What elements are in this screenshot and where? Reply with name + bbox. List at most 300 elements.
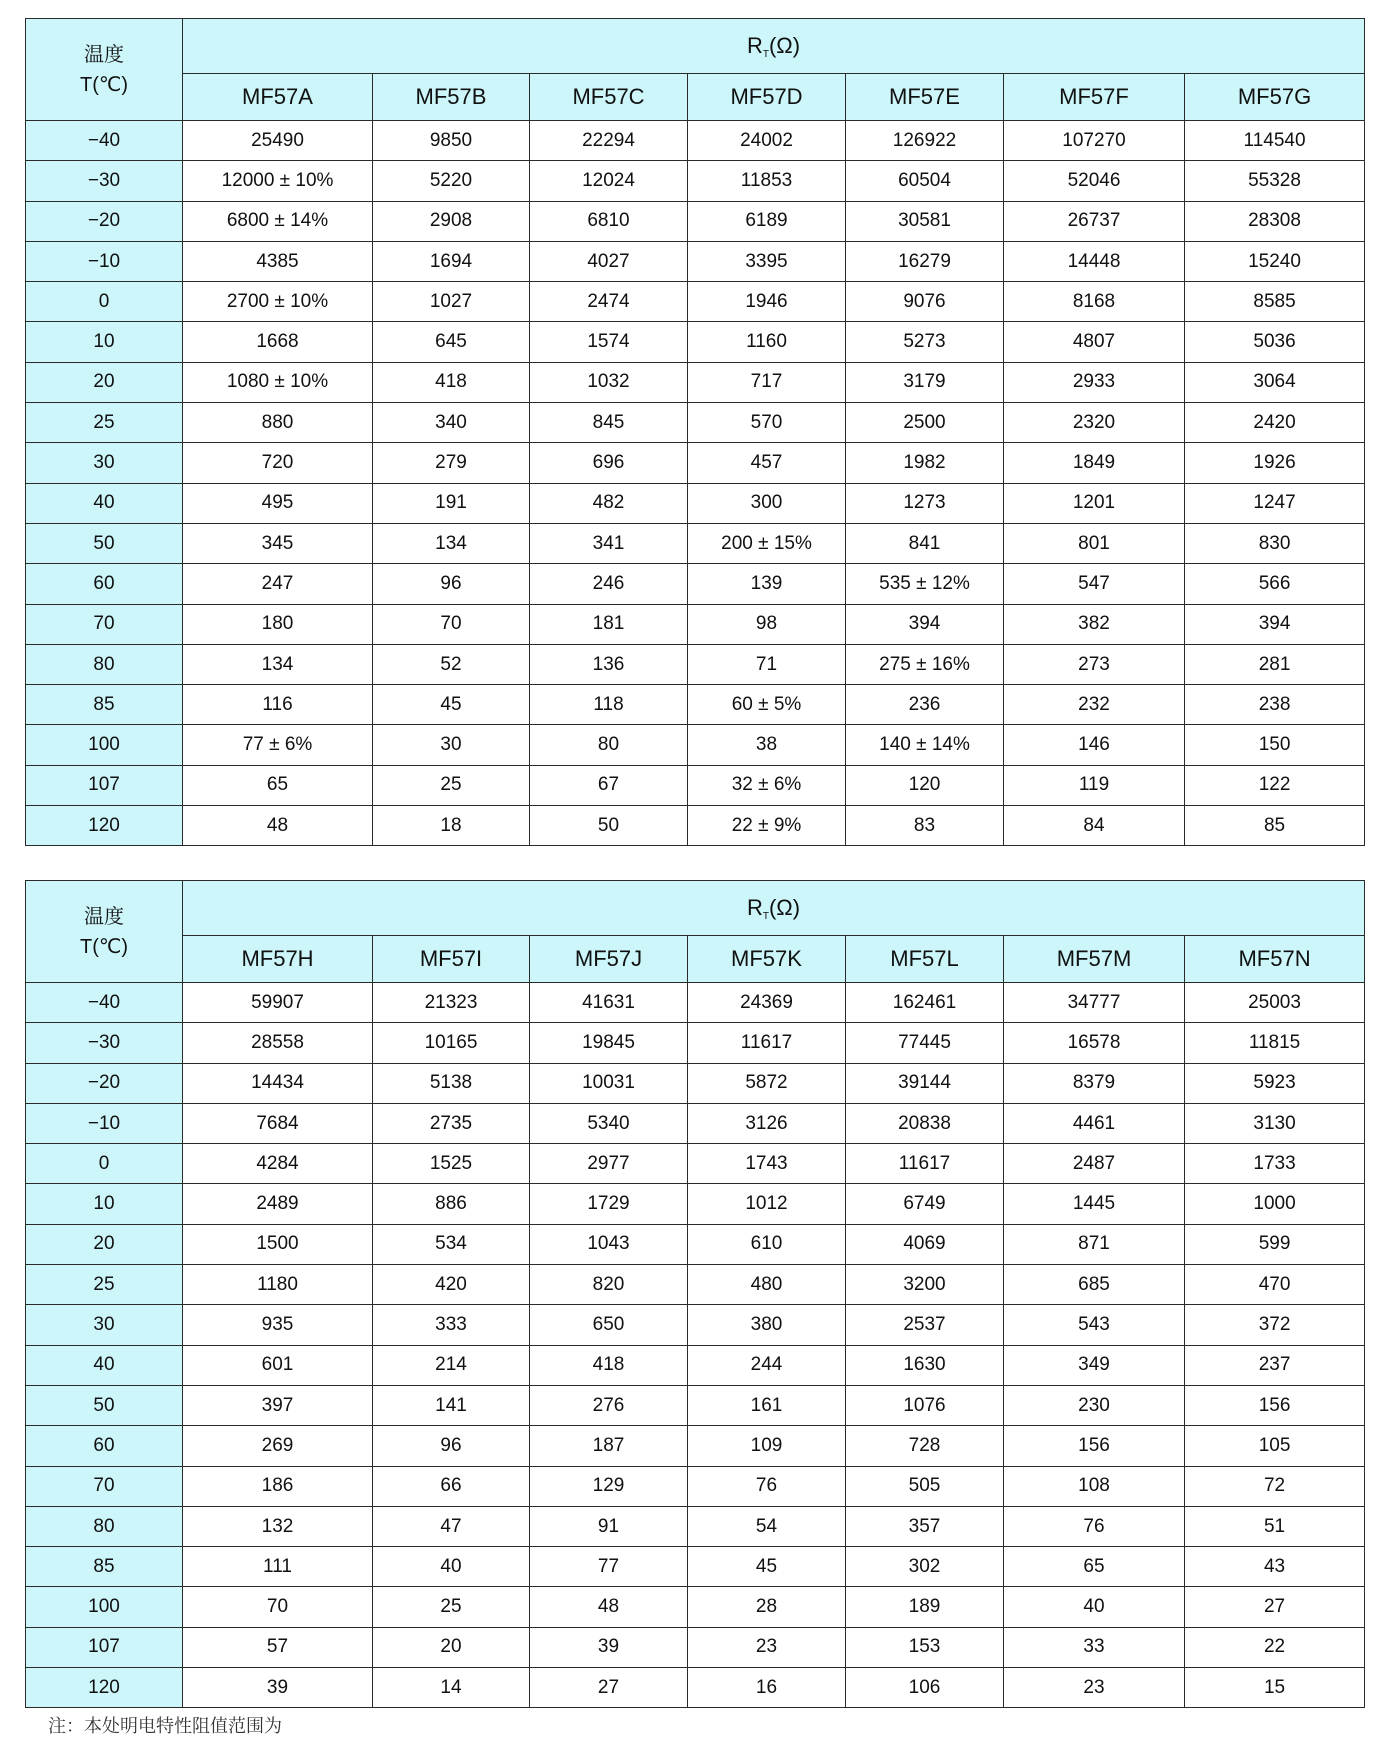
resistance-cell: 4461 (1004, 1103, 1185, 1143)
resistance-cell: 2700 ± 10% (183, 282, 373, 322)
resistance-cell: 59907 (183, 983, 373, 1023)
table-row (26, 1224, 1365, 1264)
resistance-cell: 180 (183, 604, 373, 644)
resistance-cell: 397 (183, 1385, 373, 1425)
temperature-cell: −10 (26, 1103, 183, 1143)
resistance-cell: 146 (1004, 725, 1185, 765)
resistance-cell: 1926 (1185, 443, 1365, 483)
resistance-cell: 1946 (688, 282, 846, 322)
resistance-cell: 45 (373, 685, 530, 725)
resistance-cell: 1630 (846, 1345, 1004, 1385)
temperature-cell: 0 (26, 282, 183, 322)
temperature-cell: 30 (26, 1305, 183, 1345)
rt-subscript: T (762, 48, 769, 60)
resistance-cell: 107270 (1004, 121, 1185, 161)
resistance-cell: 83 (846, 806, 1004, 846)
resistance-cell: 247 (183, 564, 373, 604)
resistance-cell: 237 (1185, 1345, 1365, 1385)
resistance-cell: 2489 (183, 1184, 373, 1224)
table-row (26, 241, 1365, 281)
resistance-cell: 357 (846, 1506, 1004, 1546)
resistance-cell: 33 (1004, 1627, 1185, 1667)
temperature-cell: 120 (26, 806, 183, 846)
table-row (26, 1144, 1365, 1184)
resistance-cell: 1012 (688, 1184, 846, 1224)
resistance-cell: 6800 ± 14% (183, 201, 373, 241)
resistance-cell: 6749 (846, 1184, 1004, 1224)
resistance-cell: 132 (183, 1506, 373, 1546)
resistance-cell: 1525 (373, 1144, 530, 1184)
temperature-header (26, 19, 183, 121)
resistance-cell: 114540 (1185, 121, 1365, 161)
resistance-cell: 26737 (1004, 201, 1185, 241)
resistance-cell: 3126 (688, 1103, 846, 1143)
resistance-cell: 11617 (846, 1144, 1004, 1184)
resistance-cell: 232 (1004, 685, 1185, 725)
resistance-cell: 134 (373, 523, 530, 563)
resistance-cell: 345 (183, 523, 373, 563)
table-row (26, 604, 1365, 644)
resistance-cell: 54 (688, 1506, 846, 1546)
resistance-cell: 1743 (688, 1144, 846, 1184)
model-header: MF57L (846, 936, 1004, 983)
resistance-cell: 139 (688, 564, 846, 604)
resistance-cell: 2735 (373, 1103, 530, 1143)
resistance-cell: 8379 (1004, 1063, 1185, 1103)
resistance-cell: 340 (373, 403, 530, 443)
model-header: MF57J (530, 936, 688, 983)
resistance-cell: 129 (530, 1466, 688, 1506)
resistance-cell: 1160 (688, 322, 846, 362)
resistance-cell: 10165 (373, 1023, 530, 1063)
resistance-cell: 76 (688, 1466, 846, 1506)
resistance-cell: 275 ± 16% (846, 644, 1004, 684)
resistance-cell: 122 (1185, 765, 1365, 805)
resistance-cell: 820 (530, 1265, 688, 1305)
table-row (26, 685, 1365, 725)
resistance-cell: 181 (530, 604, 688, 644)
resistance-cell: 1273 (846, 483, 1004, 523)
table-row (26, 644, 1365, 684)
resistance-cell: 134 (183, 644, 373, 684)
table-row (26, 443, 1365, 483)
resistance-cell: 161 (688, 1385, 846, 1425)
resistance-cell: 3130 (1185, 1103, 1365, 1143)
resistance-cell: 841 (846, 523, 1004, 563)
resistance-cell: 2537 (846, 1305, 1004, 1345)
table-row (26, 765, 1365, 805)
resistance-cell: 20 (373, 1627, 530, 1667)
table-row (26, 1385, 1365, 1425)
resistance-cell: 118 (530, 685, 688, 725)
resistance-cell: 8585 (1185, 282, 1365, 322)
temperature-header (26, 881, 183, 983)
resistance-cell: 1032 (530, 362, 688, 402)
table-row (26, 362, 1365, 402)
resistance-cell: 10031 (530, 1063, 688, 1103)
temperature-cell: 107 (26, 765, 183, 805)
temperature-cell: 25 (26, 403, 183, 443)
model-header: MF57B (373, 74, 530, 121)
temperature-cell: 50 (26, 1385, 183, 1425)
resistance-cell: 1201 (1004, 483, 1185, 523)
resistance-cell: 1982 (846, 443, 1004, 483)
resistance-cell: 2474 (530, 282, 688, 322)
resistance-cell: 16578 (1004, 1023, 1185, 1063)
table-row (26, 1506, 1365, 1546)
resistance-cell: 51 (1185, 1506, 1365, 1546)
temperature-cell: 20 (26, 362, 183, 402)
resistance-cell: 85 (1185, 806, 1365, 846)
resistance-cell: 801 (1004, 523, 1185, 563)
resistance-cell: 1694 (373, 241, 530, 281)
resistance-cell: 5138 (373, 1063, 530, 1103)
resistance-cell: 70 (183, 1587, 373, 1627)
resistance-cell: 5872 (688, 1063, 846, 1103)
table-row (26, 1547, 1365, 1587)
temperature-cell: 120 (26, 1668, 183, 1708)
table-row (26, 282, 1365, 322)
resistance-cell: 1247 (1185, 483, 1365, 523)
resistance-cell: 18 (373, 806, 530, 846)
resistance-cell: 2320 (1004, 403, 1185, 443)
resistance-cell: 119 (1004, 765, 1185, 805)
table-row (26, 1627, 1365, 1667)
resistance-cell: 48 (183, 806, 373, 846)
resistance-cell: 25 (373, 765, 530, 805)
table-row (26, 403, 1365, 443)
temperature-cell: 50 (26, 523, 183, 563)
resistance-cell: 5923 (1185, 1063, 1365, 1103)
resistance-cell: 1668 (183, 322, 373, 362)
rt-subscript: T (762, 910, 769, 922)
resistance-cell: 1500 (183, 1224, 373, 1264)
resistance-cell: 15 (1185, 1668, 1365, 1708)
resistance-cell: 273 (1004, 644, 1185, 684)
table-row (26, 523, 1365, 563)
resistance-cell: 25490 (183, 121, 373, 161)
resistance-cell: 19845 (530, 1023, 688, 1063)
resistance-cell: 418 (530, 1345, 688, 1385)
resistance-cell: 116 (183, 685, 373, 725)
table-row (26, 1103, 1365, 1143)
temperature-label: 温度 (84, 905, 124, 928)
resistance-table-1 (25, 18, 1365, 846)
resistance-cell: 269 (183, 1426, 373, 1466)
resistance-header (183, 19, 1365, 74)
temperature-cell: 10 (26, 1184, 183, 1224)
temperature-cell: 70 (26, 1466, 183, 1506)
resistance-cell: 126922 (846, 121, 1004, 161)
resistance-cell: 300 (688, 483, 846, 523)
resistance-cell: 349 (1004, 1345, 1185, 1385)
resistance-cell: 66 (373, 1466, 530, 1506)
resistance-cell: 106 (846, 1668, 1004, 1708)
resistance-cell: 27 (1185, 1587, 1365, 1627)
resistance-cell: 47 (373, 1506, 530, 1546)
resistance-cell: 191 (373, 483, 530, 523)
resistance-cell: 5036 (1185, 322, 1365, 362)
resistance-cell: 12024 (530, 161, 688, 201)
resistance-cell: 645 (373, 322, 530, 362)
resistance-cell: 65 (183, 765, 373, 805)
resistance-cell: 98 (688, 604, 846, 644)
resistance-cell: 1733 (1185, 1144, 1365, 1184)
resistance-cell: 77 ± 6% (183, 725, 373, 765)
resistance-cell: 3179 (846, 362, 1004, 402)
resistance-cell: 495 (183, 483, 373, 523)
resistance-cell: 23 (688, 1627, 846, 1667)
resistance-cell: 156 (1004, 1426, 1185, 1466)
table-row (26, 1345, 1365, 1385)
resistance-cell: 5220 (373, 161, 530, 201)
resistance-cell: 72 (1185, 1466, 1365, 1506)
resistance-cell: 50 (530, 806, 688, 846)
resistance-cell: 22294 (530, 121, 688, 161)
rt-symbol: R (746, 32, 763, 58)
resistance-cell: 599 (1185, 1224, 1365, 1264)
model-header: MF57I (373, 936, 530, 983)
resistance-cell: 333 (373, 1305, 530, 1345)
temperature-cell: 80 (26, 644, 183, 684)
resistance-cell: 279 (373, 443, 530, 483)
resistance-cell: 845 (530, 403, 688, 443)
resistance-cell: 11815 (1185, 1023, 1365, 1063)
resistance-cell: 1574 (530, 322, 688, 362)
resistance-cell: 200 ± 15% (688, 523, 846, 563)
resistance-cell: 45 (688, 1547, 846, 1587)
resistance-cell: 105 (1185, 1426, 1365, 1466)
resistance-header (183, 881, 1365, 936)
table-row (26, 121, 1365, 161)
resistance-cell: 276 (530, 1385, 688, 1425)
temperature-cell: 60 (26, 564, 183, 604)
resistance-cell: 1043 (530, 1224, 688, 1264)
resistance-cell: 1849 (1004, 443, 1185, 483)
resistance-cell: 935 (183, 1305, 373, 1345)
table-row (26, 983, 1365, 1023)
temperature-label: 温度 (84, 43, 124, 66)
temperature-cell: 80 (26, 1506, 183, 1546)
temperature-cell: −30 (26, 161, 183, 201)
table-row (26, 1184, 1365, 1224)
resistance-cell: 39 (530, 1627, 688, 1667)
resistance-cell: 4807 (1004, 322, 1185, 362)
resistance-cell: 3200 (846, 1265, 1004, 1305)
resistance-cell: 1076 (846, 1385, 1004, 1425)
resistance-cell: 886 (373, 1184, 530, 1224)
table-row (26, 483, 1365, 523)
model-header: MF57H (183, 936, 373, 983)
model-header: MF57A (183, 74, 373, 121)
resistance-cell: 41631 (530, 983, 688, 1023)
model-header: MF57C (530, 74, 688, 121)
temperature-cell: 40 (26, 1345, 183, 1385)
resistance-cell: 4284 (183, 1144, 373, 1184)
temperature-cell: 107 (26, 1627, 183, 1667)
resistance-cell: 140 ± 14% (846, 725, 1004, 765)
resistance-cell: 67 (530, 765, 688, 805)
resistance-cell: 610 (688, 1224, 846, 1264)
resistance-cell: 382 (1004, 604, 1185, 644)
resistance-cell: 40 (373, 1547, 530, 1587)
resistance-cell: 30581 (846, 201, 1004, 241)
temperature-cell: 85 (26, 1547, 183, 1587)
model-header: MF57M (1004, 936, 1185, 983)
footnote: 注：本处明电特性阻值范围为 (48, 1716, 282, 1737)
resistance-cell: 2487 (1004, 1144, 1185, 1184)
resistance-cell: 1180 (183, 1265, 373, 1305)
resistance-cell: 22 ± 9% (688, 806, 846, 846)
table-row (26, 725, 1365, 765)
resistance-cell: 52046 (1004, 161, 1185, 201)
temperature-cell: 10 (26, 322, 183, 362)
temperature-cell: 100 (26, 725, 183, 765)
resistance-cell: 830 (1185, 523, 1365, 563)
rt-unit: (Ω) (768, 32, 801, 58)
resistance-cell: 20838 (846, 1103, 1004, 1143)
resistance-cell: 111 (183, 1547, 373, 1587)
resistance-cell: 230 (1004, 1385, 1185, 1425)
resistance-cell: 24002 (688, 121, 846, 161)
resistance-cell: 7684 (183, 1103, 373, 1143)
resistance-cell: 1080 ± 10% (183, 362, 373, 402)
resistance-cell: 418 (373, 362, 530, 402)
resistance-cell: 470 (1185, 1265, 1365, 1305)
resistance-cell: 28558 (183, 1023, 373, 1063)
resistance-cell: 84 (1004, 806, 1185, 846)
temperature-cell: −40 (26, 983, 183, 1023)
temperature-unit: T(℃) (80, 935, 128, 958)
resistance-cell: 728 (846, 1426, 1004, 1466)
resistance-cell: 76 (1004, 1506, 1185, 1546)
resistance-cell: 28308 (1185, 201, 1365, 241)
table-row (26, 1466, 1365, 1506)
resistance-cell: 2977 (530, 1144, 688, 1184)
resistance-cell: 601 (183, 1345, 373, 1385)
resistance-cell: 543 (1004, 1305, 1185, 1345)
resistance-cell: 6189 (688, 201, 846, 241)
resistance-cell: 23 (1004, 1668, 1185, 1708)
table-row (26, 322, 1365, 362)
resistance-cell: 96 (373, 1426, 530, 1466)
resistance-cell: 32 ± 6% (688, 765, 846, 805)
model-header: MF57G (1185, 74, 1365, 121)
resistance-cell: 4027 (530, 241, 688, 281)
temperature-cell: 20 (26, 1224, 183, 1264)
resistance-cell: 244 (688, 1345, 846, 1385)
resistance-cell: 6810 (530, 201, 688, 241)
resistance-cell: 566 (1185, 564, 1365, 604)
table-row (26, 1265, 1365, 1305)
resistance-cell: 1445 (1004, 1184, 1185, 1224)
resistance-table-2 (25, 880, 1365, 1708)
resistance-cell: 11853 (688, 161, 846, 201)
rt-unit: (Ω) (768, 894, 801, 920)
resistance-cell: 30 (373, 725, 530, 765)
resistance-cell: 420 (373, 1265, 530, 1305)
resistance-cell: 24369 (688, 983, 846, 1023)
temperature-cell: 85 (26, 685, 183, 725)
temperature-cell: 0 (26, 1144, 183, 1184)
resistance-cell: 246 (530, 564, 688, 604)
resistance-cell: 2420 (1185, 403, 1365, 443)
temperature-cell: −30 (26, 1023, 183, 1063)
resistance-cell: 11617 (688, 1023, 846, 1063)
resistance-cell: 535 ± 12% (846, 564, 1004, 604)
table-row (26, 564, 1365, 604)
resistance-cell: 14448 (1004, 241, 1185, 281)
resistance-cell: 214 (373, 1345, 530, 1385)
resistance-cell: 505 (846, 1466, 1004, 1506)
temperature-cell: 25 (26, 1265, 183, 1305)
rt-symbol: R (746, 894, 763, 920)
resistance-cell: 8168 (1004, 282, 1185, 322)
resistance-cell: 57 (183, 1627, 373, 1667)
temperature-cell: 70 (26, 604, 183, 644)
temperature-cell: 30 (26, 443, 183, 483)
resistance-cell: 52 (373, 644, 530, 684)
table-row (26, 1668, 1365, 1708)
resistance-cell: 43 (1185, 1547, 1365, 1587)
model-header: MF57E (846, 74, 1004, 121)
table-row (26, 1426, 1365, 1466)
resistance-cell: 55328 (1185, 161, 1365, 201)
resistance-cell: 14 (373, 1668, 530, 1708)
temperature-cell: −20 (26, 1063, 183, 1103)
resistance-cell: 12000 ± 10% (183, 161, 373, 201)
resistance-cell: 871 (1004, 1224, 1185, 1264)
temperature-cell: −40 (26, 121, 183, 161)
resistance-cell: 186 (183, 1466, 373, 1506)
model-header: MF57F (1004, 74, 1185, 121)
resistance-cell: 547 (1004, 564, 1185, 604)
resistance-cell: 16 (688, 1668, 846, 1708)
resistance-cell: 34777 (1004, 983, 1185, 1023)
temperature-cell: 40 (26, 483, 183, 523)
resistance-cell: 136 (530, 644, 688, 684)
resistance-cell: 3395 (688, 241, 846, 281)
resistance-cell: 4069 (846, 1224, 1004, 1264)
resistance-cell: 302 (846, 1547, 1004, 1587)
resistance-cell: 25 (373, 1587, 530, 1627)
resistance-cell: 4385 (183, 241, 373, 281)
resistance-cell: 70 (373, 604, 530, 644)
resistance-cell: 394 (1185, 604, 1365, 644)
resistance-cell: 28 (688, 1587, 846, 1627)
resistance-cell: 27 (530, 1668, 688, 1708)
resistance-cell: 153 (846, 1627, 1004, 1667)
resistance-cell: 39144 (846, 1063, 1004, 1103)
table-row (26, 1305, 1365, 1345)
resistance-cell: 1000 (1185, 1184, 1365, 1224)
model-header: MF57N (1185, 936, 1365, 983)
resistance-cell: 457 (688, 443, 846, 483)
model-header: MF57K (688, 936, 846, 983)
resistance-cell: 281 (1185, 644, 1365, 684)
resistance-cell: 9076 (846, 282, 1004, 322)
resistance-cell: 22 (1185, 1627, 1365, 1667)
resistance-cell: 650 (530, 1305, 688, 1345)
resistance-cell: 394 (846, 604, 1004, 644)
resistance-cell: 480 (688, 1265, 846, 1305)
table-row (26, 161, 1365, 201)
temperature-cell: −10 (26, 241, 183, 281)
resistance-cell: 120 (846, 765, 1004, 805)
resistance-cell: 685 (1004, 1265, 1185, 1305)
resistance-cell: 14434 (183, 1063, 373, 1103)
resistance-cell: 15240 (1185, 241, 1365, 281)
